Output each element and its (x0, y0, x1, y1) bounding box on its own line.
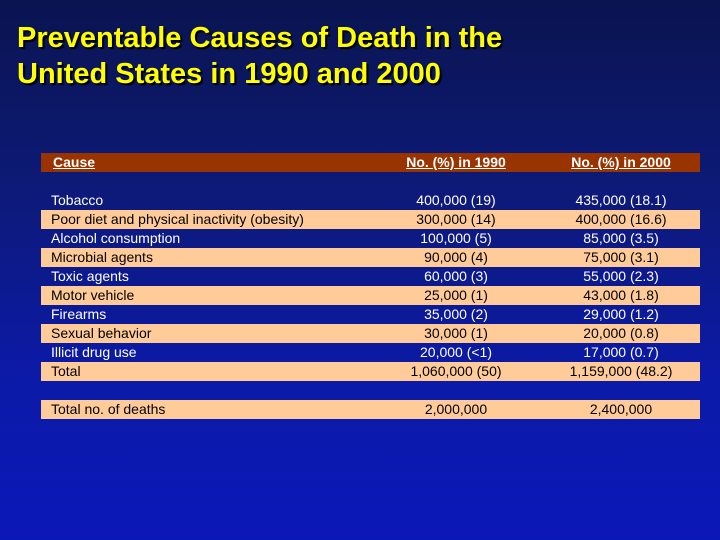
table-row (41, 343, 700, 362)
cause-cell: Tobacco (51, 192, 104, 208)
value-2000-cell: 400,000 (16.6) (575, 211, 667, 227)
cause-cell: Motor vehicle (51, 287, 135, 303)
header-2000: No. (%) in 2000 (571, 154, 671, 170)
value-1990-cell: 400,000 (19) (416, 192, 496, 208)
table-spacer (41, 381, 700, 400)
value-2000-cell: 435,000 (18.1) (575, 192, 667, 208)
cause-cell: Illicit drug use (51, 344, 137, 360)
causes-table (41, 153, 700, 419)
value-1990-cell: 20,000 (<1) (420, 344, 492, 360)
table-row (41, 210, 700, 229)
table-spacer (41, 172, 700, 191)
table-row (41, 248, 700, 267)
value-1990-cell: 35,000 (2) (424, 306, 488, 322)
value-2000-cell: 29,000 (1.2) (583, 306, 659, 322)
value-1990-cell: 2,000,000 (424, 401, 488, 417)
value-1990-cell: 25,000 (1) (424, 287, 488, 303)
cause-cell: Sexual behavior (51, 325, 152, 341)
value-1990-cell: 300,000 (14) (416, 211, 496, 227)
table-row (41, 286, 700, 305)
table-row (41, 324, 700, 343)
value-2000-cell: 20,000 (0.8) (583, 325, 659, 341)
cause-cell: Toxic agents (51, 268, 129, 284)
header-cause: Cause (53, 154, 96, 170)
cause-cell: Poor diet and physical inactivity (obesity) (51, 211, 304, 227)
table-total-row (41, 362, 700, 381)
header-1990: No. (%) in 1990 (406, 154, 506, 170)
table-row (41, 191, 700, 210)
slide-title (17, 20, 707, 92)
table-footer-row (41, 400, 700, 419)
cause-cell: Total (51, 363, 81, 379)
table-row (41, 267, 700, 286)
value-2000-cell: 17,000 (0.7) (583, 344, 659, 360)
value-1990-cell: 60,000 (3) (424, 268, 488, 284)
cause-cell: Total no. of deaths (51, 401, 166, 417)
cause-cell: Firearms (51, 306, 107, 322)
value-2000-cell: 85,000 (3.5) (583, 230, 659, 246)
value-1990-cell: 100,000 (5) (420, 230, 492, 246)
cause-cell: Alcohol consumption (51, 230, 181, 246)
value-2000-cell: 43,000 (1.8) (583, 287, 659, 303)
value-1990-cell: 1,060,000 (50) (410, 363, 502, 379)
value-2000-cell: 55,000 (2.3) (583, 268, 659, 284)
table-row (41, 305, 700, 324)
value-2000-cell: 75,000 (3.1) (583, 249, 659, 265)
value-1990-cell: 30,000 (1) (424, 325, 488, 341)
slide-title-line-1: Preventable Causes of Death in the (17, 22, 503, 54)
table-row (41, 229, 700, 248)
cause-cell: Microbial agents (51, 249, 153, 265)
value-2000-cell: 1,159,000 (48.2) (569, 363, 673, 379)
value-2000-cell: 2,400,000 (589, 401, 653, 417)
table-header-row (41, 153, 700, 172)
slide-title-line-2: United States in 1990 and 2000 (17, 58, 441, 90)
value-1990-cell: 90,000 (4) (424, 249, 488, 265)
